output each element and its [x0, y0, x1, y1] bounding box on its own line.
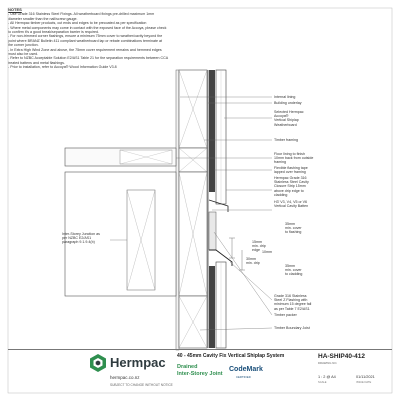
note-line: must also be used. [8, 52, 39, 57]
drawing-subtitle-2: Inter-Storey Joint [177, 371, 223, 377]
label-cover-cladding: 35mm min. cover to cladding [285, 264, 303, 277]
label-boundary-joist: Timber Boundary Joist [274, 326, 310, 330]
issue-date: 01/11/2021 [356, 375, 375, 379]
label-timber-packer: Timber packer [274, 313, 297, 317]
drawing-scale-label: SCALE [318, 381, 327, 384]
drawing-scale: 1 : 2 @ A4 [318, 375, 336, 379]
label-z-flashing: Grade 316 Stainless Steel Z Flashing with minimum 15 degree fall as per Table 7 E2/AS1 [274, 294, 312, 311]
note-line: diameter smaller than the nail/screw gauge. [8, 16, 78, 21]
drawing-number: HA-SHIP40-412 [318, 353, 365, 360]
issue-date-label: ISSUE DATE [356, 381, 372, 384]
label-timber-framing: Timber framing [274, 138, 299, 142]
codemark-sub: CERTIFIED [236, 375, 251, 379]
drawing-subtitle-1: Drained [177, 364, 198, 370]
brand-name: Hermpac [110, 355, 166, 370]
label-dim-10: 10mm [262, 250, 272, 254]
website-link[interactable]: hermpac.co.nz [110, 375, 140, 380]
note-line: treated battens and metal flashings. [8, 60, 65, 65]
note-line: - Where metal components may come in contact with the exposed face of the Accoya, please check [8, 25, 167, 30]
label-flexible-flashing: Flexible flashing tape lapped over framing [274, 166, 308, 175]
note-line: - For non-trimmed corner flashings, ensure a minimum 75mm cover to weather/cavity beyond the [8, 34, 163, 39]
label-closure-strip: Hermpac Grade 316 Stainless Steel Cavity Closure Strip 15mm above drip edge to cladding [274, 176, 309, 197]
label-inter-storey-junction: Inter-Storey Junction as per NZBC E2/AS1 paragraph 9.1.9.4(b) [62, 232, 100, 245]
label-selected-hermpac: Selected Hermpac Accoya® Vertical Shiplap Weatherboard [274, 110, 304, 127]
note-line: to confirm it's a good break/separation barrier is required. [8, 30, 99, 35]
lower-batten [209, 266, 215, 348]
note-line: - Use Grade 316 Stainless Steel Fixings. All weatherboard fixings pre-drilled maximum 1mm [8, 12, 155, 17]
label-cover-flashing: 35mm min. cover to flashing [285, 222, 302, 235]
subject-note: SUBJECT TO CHANGE WITHOUT NOTICE [110, 383, 173, 387]
note-line: point where BRANZ Bulletin 411 compliant weatherboard lap or rebate combinations terminate at [8, 38, 162, 43]
drawing-number-label: DRAWING NO. [318, 361, 338, 365]
notes-heading: NOTES [8, 7, 22, 12]
upper-batten [209, 70, 215, 192]
drawing-title: 40 - 45mm Cavity Fix Vertical Shiplap System [177, 353, 285, 359]
label-batten: H3' V3, V4, V5 or V6 Vertical Cavity Batten [274, 200, 309, 209]
note-line: - In Extra High Wind Zone and above, the 75mm cover requirement remains and hemmed edges [8, 47, 162, 52]
note-line: - All Hermpac timber products, cut ends and edges to be precoated as per specification [8, 21, 147, 26]
note-line: the corner junction. [8, 43, 39, 48]
internal-lining [176, 70, 179, 350]
note-line: - Prior to installation, refer to Accoya® Wood Information Guide V3.8 [8, 65, 117, 70]
label-dim-drip: 30mm min. drip [246, 257, 260, 266]
label-building-underlay: Building underlay [274, 101, 302, 105]
label-dim-drip-edge: 15mm min. drip edge [252, 240, 266, 253]
codemark-logo: CodeMark [229, 366, 263, 373]
hermpac-logo-icon [88, 353, 108, 373]
timber-packer [209, 212, 216, 250]
label-internal-lining: Internal lining [274, 95, 296, 99]
label-floor-lining: Floor lining to finish 10mm back from outside framing [274, 152, 314, 165]
note-line: - Refer to NZBC Acceptable Solution E2/AS1 Table 21 for the separation requirements between CCA [8, 56, 169, 61]
